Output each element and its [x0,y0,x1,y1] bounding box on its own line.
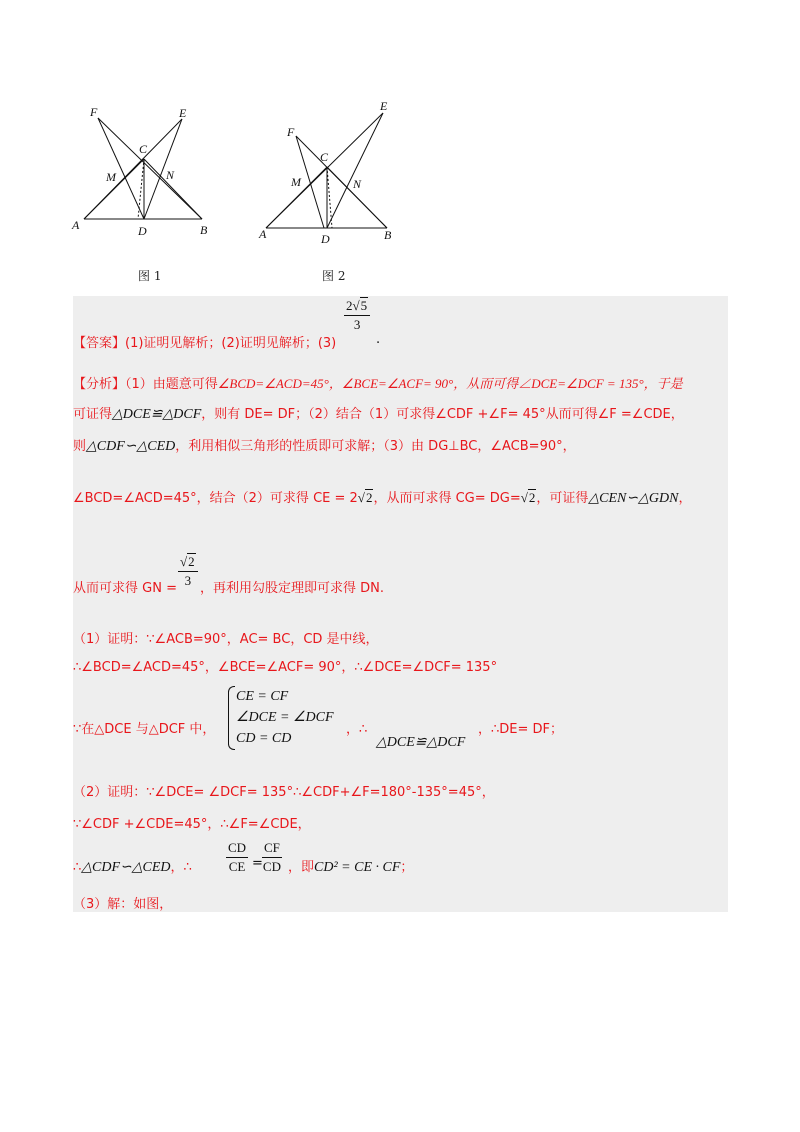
answer-suffix: . [376,332,381,347]
answer-frac-denominator: 3 [353,317,361,332]
proof2-line-2: ∵∠CDF +∠CDE=45°，∴∠F=∠CDE， [73,817,311,832]
answer-frac-numerator: 2√5 [344,298,370,316]
figure-2 [250,95,410,245]
analysis-line-3: 则△CDF∽△CED，利用相似三角形的性质即可求解；（3）由 DG⊥BC，∠ACB=90°， [73,439,576,454]
analysis-line-2: 可证得△DCE≌△DCF，则有 DE= DF；（2）结合（1）可求得∠CDF +∠F= 45°从而可得∠F =∠CDE， [73,407,684,422]
label-E: E [380,99,388,113]
proof1-therefore: ，∴ [346,722,368,737]
label-B: B [384,228,392,242]
label-B: B [200,223,208,237]
proof1-conclusion: ，∴DE= DF； [478,722,564,737]
proof2-line-1: （2）证明：∵∠DCE= ∠DCF= 135°∴∠CDF+∠F=180°-135°=45°， [73,785,495,800]
proof1-congruence: △DCE≌△DCF [376,735,466,750]
analysis-line-5: 从而可求得 GN = [73,581,177,596]
system-row-1: CE = CF [236,689,289,704]
proof3-line-1: （3）解：如图， [73,897,173,912]
figure-1 [60,95,220,245]
figure-2-diagram [250,95,410,245]
proof1-line-2: ∴∠BCD=∠ACD=45°，∠BCE=∠ACF= 90°，∴∠DCE=∠DCF= 135° [73,660,498,675]
label-E: E [179,106,187,120]
label-M: M [291,175,301,189]
label-N: N [353,177,362,191]
analysis-gn-fraction: $\frac{√2}{3}$ [178,554,198,589]
figure-1-diagram [60,95,220,245]
label-A: A [72,218,80,232]
figure-1-caption: 图 1 [138,269,162,283]
ratio-equals: = [252,856,263,871]
proof2-line-3: ∴△CDF∽△CED，∴ [73,860,192,875]
system-row-2: ∠DCE = ∠DCF [236,710,334,725]
ratio-cf-cd: $\frac{CF}{CD}$ [262,840,281,874]
label-A: A [259,227,267,241]
ratio-cd-ce: $\frac{CD}{CE}$ [228,840,247,874]
figure-2-caption: 图 2 [322,269,346,283]
proof2-line-3-tail: ，即CD² = CE · CF； [288,860,414,875]
congruence-system [236,686,334,749]
label-N: N [166,168,175,182]
analysis-line-4: ∠BCD=∠ACD=45°，结合（2）可求得 CE = 2√2，从而可求得 CG= DG=√2，可证得△CEN∽△GDN， [73,490,692,506]
label-C: C [139,142,148,156]
label-D: D [138,224,147,238]
proof1-line-1: （1）证明：∵∠ACB=90°，AC= BC，CD 是中线， [73,632,379,647]
answer-prefix: 【答案】(1)证明见解析；(2)证明见解析；(3) [73,336,337,351]
system-brace [228,686,235,750]
label-F: F [90,105,98,119]
answer-fraction [344,298,370,333]
analysis-line-5-tail: ，再利用勾股定理即可求得 DN. [200,581,384,596]
system-row-3: CD = CD [236,731,292,746]
proof1-line-3: ∵在△DCE 与△DCF 中， [73,722,216,737]
analysis-line-1: 【分析】（1）由题意可得∠BCD=∠ACD=45°，∠BCE=∠ACF= 90°，从而可得∠DCE=∠DCF = 135°，于是 [73,376,683,392]
answer-line [73,332,336,351]
label-C: C [320,150,329,164]
label-D: D [321,232,330,245]
label-M: M [106,170,116,184]
label-F: F [287,125,295,139]
